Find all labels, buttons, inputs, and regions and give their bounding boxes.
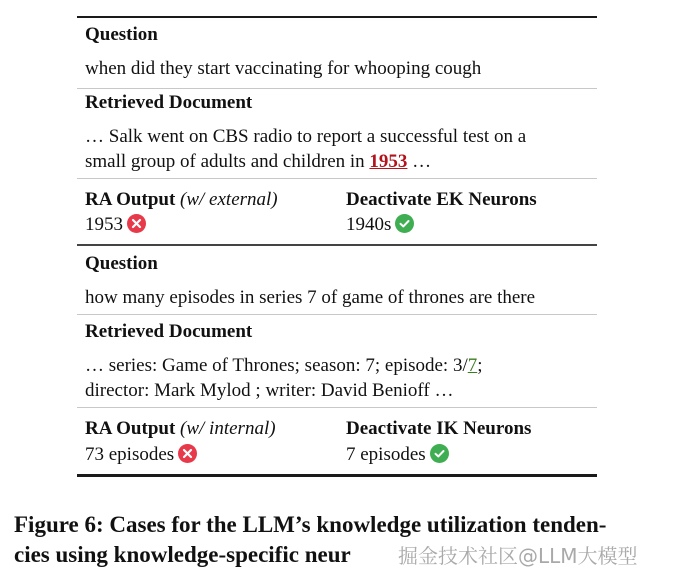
wrong-icon — [178, 444, 197, 463]
case1-question-label: Question — [85, 24, 158, 45]
case2-ra-label — [85, 418, 276, 440]
case-separator-rule — [77, 244, 597, 246]
divider — [77, 407, 597, 408]
ra-qualifier: (w/ external) — [180, 189, 278, 210]
deactivate-value: 1940s — [346, 214, 392, 235]
correct-icon — [395, 214, 414, 233]
case1-question-text: when did they start vaccinating for whooping cough — [85, 58, 482, 79]
case2-ra-value — [85, 444, 197, 466]
case2-deactivate-value — [346, 444, 449, 466]
figure-caption-line2: cies using knowledge-specific neur — [14, 542, 351, 567]
doc-text: … series: Game of Thrones; season: 7; episode: 3/ — [85, 355, 468, 376]
ra-output-label: RA Output — [85, 189, 176, 210]
ra-qualifier: (w/ internal) — [180, 418, 276, 439]
deactivate-value: 7 episodes — [346, 444, 426, 465]
ra-output-label: RA Output — [85, 418, 176, 439]
highlighted-answer: 1953 — [369, 151, 408, 172]
bottom-rule — [77, 474, 597, 477]
watermark: 掘金技术社区@LLM大模型 — [398, 544, 638, 568]
case1-ra-value — [85, 214, 146, 236]
divider — [77, 314, 597, 315]
case1-deactivate-value — [346, 214, 414, 236]
case1-doc-label: Retrieved Document — [85, 92, 253, 113]
case2-question-text: how many episodes in series 7 of game of thrones are there — [85, 287, 536, 308]
case2-doc-label: Retrieved Document — [85, 321, 253, 342]
case2-doc-line2: director: Mark Mylod ; writer: David Benioff … — [85, 380, 454, 401]
doc-text: small group of adults and children in — [85, 151, 370, 172]
ra-output-value: 73 episodes — [85, 444, 175, 465]
ra-output-value: 1953 — [85, 214, 123, 235]
divider — [77, 178, 597, 179]
case2-doc-line1 — [85, 355, 483, 377]
correct-icon — [430, 444, 449, 463]
case1-doc-line1: … Salk went on CBS radio to report a successful test on a — [85, 126, 527, 147]
case1-deactivate-label: Deactivate EK Neurons — [346, 189, 537, 210]
doc-text: … — [407, 151, 432, 172]
case1-ra-label — [85, 189, 278, 211]
wrong-icon — [127, 214, 146, 233]
divider — [77, 88, 597, 89]
figure-caption-line1: Figure 6: Cases for the LLM’s knowledge utilization tenden- — [14, 512, 607, 537]
highlighted-answer: 7 — [467, 355, 478, 376]
doc-text: ; — [477, 355, 483, 376]
case2-question-label: Question — [85, 253, 158, 274]
case2-deactivate-label: Deactivate IK Neurons — [346, 418, 532, 439]
top-rule — [77, 16, 597, 18]
case1-doc-line2 — [85, 151, 431, 173]
